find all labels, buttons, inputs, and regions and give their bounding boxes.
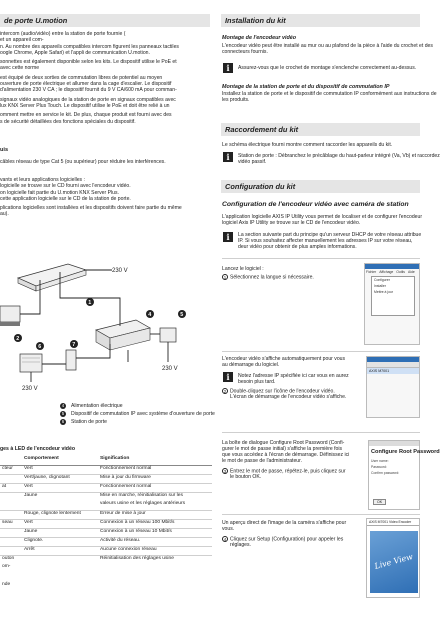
table-cell: Réinitialisation des réglages usine xyxy=(98,555,212,564)
intro-line: intercom (audio/vidéo) entre la station de porte fournie ( xyxy=(0,31,126,37)
svg-text:7: 7 xyxy=(72,342,76,349)
shot1-dropdown xyxy=(371,276,415,316)
auto-text-1: L'encodeur vidéo s'affiche automatiquement pour vous xyxy=(222,356,346,362)
step-number-icon: 2 xyxy=(223,389,227,394)
table-row xyxy=(0,483,212,492)
root-text-4: le mot de passe de l'administrateur. xyxy=(222,458,302,464)
table-cell: Vert xyxy=(22,465,98,474)
divider xyxy=(222,258,420,259)
table-cell: Jaune xyxy=(22,492,98,501)
step-number-icon: 1 xyxy=(223,275,227,280)
intro-line: n. Au nombre des appareils compatibles intercom figurent les panneaux tactiles xyxy=(0,43,179,50)
step-2-text-1: Double-cliquez sur l'icône de l'encodeur vidéo. xyxy=(230,388,335,395)
table-cell: Fonctionnement normal xyxy=(98,483,212,492)
connect-text: Le schéma électrique fourni montre comment raccorder les appareils du kit. xyxy=(222,142,393,148)
table-cell: cteur xyxy=(0,465,22,474)
diagram-badge-5 xyxy=(178,310,186,318)
root-password-screenshot xyxy=(368,440,440,510)
connect-section-header: Raccordement du kit xyxy=(221,123,420,136)
shot2-row[interactable]: AXIS M7001 xyxy=(367,368,419,374)
divider xyxy=(222,351,420,352)
led-table xyxy=(0,456,212,591)
connect-note-1: Station de porte : Débranchez le précâblage du haut-parleur intégré (Va, Vb) et raccordez xyxy=(238,153,440,159)
led-col-0 xyxy=(0,456,22,465)
diagram-badge-7 xyxy=(70,340,78,348)
table-cell xyxy=(22,564,98,573)
root-text-1: La boîte de dialogue Configure Root Password (Confi- xyxy=(222,440,345,446)
mount-text-1: L'encodeur vidéo peut être installé au mur ou au plafond de la pièce à l'aide du crochet et des xyxy=(222,43,433,49)
config-note-1: La section suivante part du principe qu'un serveur DHCP de votre réseau attribue xyxy=(238,232,422,238)
door-station-icon xyxy=(66,350,76,370)
dropdown-item[interactable]: Mettre à jour xyxy=(374,290,394,294)
table-cell xyxy=(0,501,22,510)
legend-item xyxy=(60,410,220,418)
legend-item xyxy=(60,402,220,410)
table-cell xyxy=(98,573,212,582)
table-row xyxy=(0,564,212,573)
table-row xyxy=(0,537,212,546)
ip-note-2: besoin plus tard. xyxy=(238,379,276,385)
table-cell: seau xyxy=(0,519,22,528)
table-cell xyxy=(0,474,22,483)
intro-line: ouverture de porte électrique et allumer dans la cage d'escalier. Le dispositif xyxy=(0,81,172,88)
legend-text: Alimentation électrique xyxy=(71,403,123,409)
dropdown-item[interactable]: Configurer xyxy=(374,278,390,282)
led-col-1: Comportement xyxy=(22,456,98,465)
table-cell: Activité du réseau. xyxy=(98,537,212,546)
step-3-text-2: le bouton OK. xyxy=(230,474,262,480)
left-section-header: de porte U.motion xyxy=(0,14,210,27)
table-row xyxy=(0,492,212,501)
table-row xyxy=(0,582,212,591)
table-cell: Aucune connexion réseau xyxy=(98,546,212,555)
config-note-2: IP. Si vous souhaitez affecter manuellement les adresses IP sur votre réseau, xyxy=(238,238,413,244)
config-text-1: L'application logicielle AXIS IP Utility vous permet de localiser et de configurer l'encodeur xyxy=(222,214,423,220)
voltage-label-bottom: 230 V xyxy=(22,386,38,392)
ip-switch-device-icon xyxy=(160,328,176,342)
intro-line: lux KNX Server Plus Touch. Le dispositif utilise le PoE et doit être relié à un xyxy=(0,102,170,109)
table-cell xyxy=(98,564,212,573)
mount-heading: Montage de l'encodeur vidéo xyxy=(222,35,297,41)
diagram-badge-4 xyxy=(146,310,154,318)
root-text-3: que vous accédez à l'écran de démarrage. Définissez ici xyxy=(222,452,350,458)
intercom-panel-icon xyxy=(0,306,20,322)
apps-line: on logicielle fait partie du U.motion KNX Server Plus. xyxy=(0,189,119,196)
voltage-label-top: 230 V xyxy=(112,268,128,274)
step-1 xyxy=(222,274,362,281)
apps-line: vants et leurs applications logicielles : xyxy=(0,177,85,183)
divider xyxy=(222,432,420,433)
table-cell: Mise en marche, réinitialisation sur les xyxy=(98,492,212,501)
shot3-field-pass: Password: xyxy=(371,465,387,469)
left-sub-heading: uis xyxy=(0,147,9,153)
table-cell: outon xyxy=(0,555,22,564)
table-cell: Clignote. xyxy=(22,537,98,546)
legend-text: Dispositif de commutation IP avec système d'ouverture de porte xyxy=(71,411,215,417)
menu-item[interactable]: Fichier xyxy=(366,270,377,274)
shot3-field-user: User name: xyxy=(371,459,389,463)
dropdown-item[interactable]: Installer xyxy=(374,284,386,288)
table-cell: Vert/jaune, clignotant xyxy=(22,474,98,483)
table-cell xyxy=(0,492,22,501)
intro-line: est équipé de deux sorties de commutation libres de potentiel au moyen xyxy=(0,74,163,81)
svg-text:1: 1 xyxy=(88,300,92,307)
shot4-live-label: Live View xyxy=(373,552,414,571)
intro-line: d'alimentation 230 V CA ; le dispositif fournit du 9 V CA/600 mA pour comman- xyxy=(0,87,177,94)
table-cell xyxy=(22,582,98,591)
table-cell xyxy=(22,501,98,510)
legend-number-icon: 6 xyxy=(61,418,65,424)
voltage-label-mid: 230 V xyxy=(162,366,178,372)
config-sub-heading: Configuration de l'encodeur vidéo avec caméra de station xyxy=(222,201,409,208)
step-number-icon: 4 xyxy=(223,537,227,542)
live-view-screenshot xyxy=(366,518,420,598)
step-4-text-1: Cliquez sur Setup (Configuration) pour appeler les xyxy=(230,536,344,543)
mount-text-2: connecteurs fournis. xyxy=(222,49,268,55)
led-col-2: Signification xyxy=(98,456,212,465)
table-row xyxy=(0,546,212,555)
ip-utility-screenshot xyxy=(364,263,420,345)
table-cell xyxy=(0,573,22,582)
power-supply-icon xyxy=(20,354,42,372)
legend-text: Station de porte xyxy=(71,419,107,425)
intro-line: oogle Chrome, Apple Safari) et l'appli de communication U.motion. xyxy=(0,49,150,56)
intro-line: s de sécurité détaillées des fonctions spéciales du dispositif. xyxy=(0,118,136,125)
shot4-live-panel xyxy=(370,531,418,593)
table-cell: valeurs usine et les réglages antérieurs xyxy=(100,501,186,506)
table-row xyxy=(0,501,212,510)
table-cell: at xyxy=(0,483,22,492)
intro-line: signaux vidéo analogiques de la station de porte en signaux compatibles avec xyxy=(0,96,176,103)
config-text-2: logiciel Axis IP Utility se trouve sur le CD de l'encodeur vidéo. xyxy=(222,220,361,226)
shot4-header: AXIS M7001 Video Encoder xyxy=(367,519,419,526)
table-cell: Mise à jour du firmware xyxy=(98,474,212,483)
legend-item xyxy=(60,418,220,426)
table-cell xyxy=(22,573,98,582)
table-cell xyxy=(0,546,22,555)
table-cell: Jaune xyxy=(22,528,98,537)
intro-line: sonnettes est également disponible selon les kits. Le dispositif utilise le PoE et xyxy=(0,59,177,66)
shot1-menu xyxy=(365,269,419,275)
intro-line: et un appareil com- xyxy=(0,37,44,44)
table-row xyxy=(0,510,212,519)
table-cell xyxy=(0,528,22,537)
legend-number-icon: 4 xyxy=(61,402,65,408)
apps-line: plications logicielles sont installées et les dispositifs doivent faire partie du même xyxy=(0,205,182,212)
legend-number-icon: 5 xyxy=(61,410,65,416)
menu-item[interactable]: Affichage xyxy=(379,270,394,274)
led-caption: ges à LED de l'encodeur vidéo xyxy=(0,446,76,452)
diagram-badge-1 xyxy=(86,298,94,306)
root-text-2: gurer le mot de passe initial) s'affiche la première fois xyxy=(222,446,343,452)
table-row xyxy=(0,573,212,582)
apps-line: au). xyxy=(0,211,9,218)
table-cell xyxy=(98,582,212,591)
table-cell xyxy=(22,555,98,564)
preview-text-1: Un aperçu direct de l'image de la caméra s'affiche pour xyxy=(222,520,347,526)
install-section-header: Installation du kit xyxy=(221,14,420,27)
apps-line: logicielle se trouve sur le CD fourni avec l'encodeur vidéo. xyxy=(0,183,131,190)
table-cell: Vert xyxy=(22,519,98,528)
ip-note-1: Notez l'adresse IP spécifiée ici car vous en aurez xyxy=(238,373,349,379)
diagram-legend xyxy=(60,402,220,426)
diagram-badge-6 xyxy=(36,342,44,350)
door-text-2: les produits. xyxy=(222,97,250,103)
apps-line: cette application logicielle sur le CD de la station de porte. xyxy=(0,195,131,202)
intro-line: avec cette norme xyxy=(0,65,40,72)
table-row xyxy=(0,555,212,564)
step-3-text-1: Entrez le mot de passe, répétez-le, puis cliquez sur xyxy=(230,468,346,475)
info-icon: i xyxy=(223,372,233,382)
auto-text-2: au démarrage du logiciel. xyxy=(222,362,280,368)
shot3-field-confirm: Confirm password: xyxy=(371,471,400,475)
menu-item[interactable]: Aide xyxy=(407,270,415,274)
preview-text-2: vous. xyxy=(222,526,235,532)
svg-text:4: 4 xyxy=(148,312,152,319)
svg-text:5: 5 xyxy=(180,312,184,319)
divider xyxy=(222,514,420,515)
config-note-3: deur vidéo pour obtenir de plus amples informations. xyxy=(238,244,357,250)
connect-note-2: vidéo passif. xyxy=(238,159,267,165)
mount-note: Assurez-vous que le crochet de montage s'enclenche correctement au-dessus. xyxy=(238,65,417,71)
table-cell xyxy=(0,537,22,546)
table-cell: Erreur de mise à jour xyxy=(98,510,212,519)
door-text-1: Installez la station de porte et le dispositif de commutation IP conformément aux instructions de xyxy=(222,91,437,97)
menu-item[interactable]: Outils xyxy=(396,270,405,274)
table-cell: Connexion à un réseau 10 Mbit/s xyxy=(98,528,212,537)
cable-text: câbles réseau de type Cat 5 (ou supérieur) pour réduire les interférences. xyxy=(0,159,166,165)
config-section-header: Configuration du kit xyxy=(221,180,420,193)
table-cell: Fonctionnement normal xyxy=(98,465,212,474)
table-row xyxy=(0,519,212,528)
table-cell: Vert xyxy=(22,483,98,492)
step-4-text-2: réglages. xyxy=(230,542,251,548)
shot3-ok-button[interactable]: OK xyxy=(373,499,386,505)
left-intro-text xyxy=(0,31,212,125)
table-cell: om- xyxy=(2,564,11,569)
diagram-badge-2 xyxy=(14,334,22,342)
step-number-icon: 3 xyxy=(223,469,227,474)
step-1-text: Sélectionnez la langue si nécessaire. xyxy=(230,274,314,281)
apps-text xyxy=(0,177,212,218)
table-cell xyxy=(0,510,22,519)
ip-utility-list-screenshot xyxy=(366,356,420,418)
info-icon: i xyxy=(223,63,233,73)
info-icon: i xyxy=(223,152,233,162)
table-row xyxy=(0,528,212,537)
shot3-title: Configure Root Password xyxy=(371,449,440,455)
table-cell: Rouge, clignote lentement xyxy=(22,510,98,519)
table-cell: Connexion à un réseau 100 Mbit/s xyxy=(98,519,212,528)
table-row xyxy=(0,465,212,474)
table-row xyxy=(0,474,212,483)
svg-text:6: 6 xyxy=(38,344,42,351)
table-cell: Arrêt xyxy=(22,546,98,555)
table-cell: nde xyxy=(2,582,11,587)
svg-text:2: 2 xyxy=(16,336,20,343)
intro-line: omment mettre en service le kit. De plus, chaque produit est fourni avec des xyxy=(0,112,172,119)
step-launch: Lancez le logiciel : xyxy=(222,266,264,272)
info-icon: i xyxy=(223,232,233,242)
door-heading: Montage de la station de porte et du dispositif de commutation IP xyxy=(222,84,390,90)
step-2-text-2: L'écran de démarrage de l'encodeur vidéo s'affiche. xyxy=(230,394,347,400)
wiring-diagram xyxy=(0,258,212,398)
